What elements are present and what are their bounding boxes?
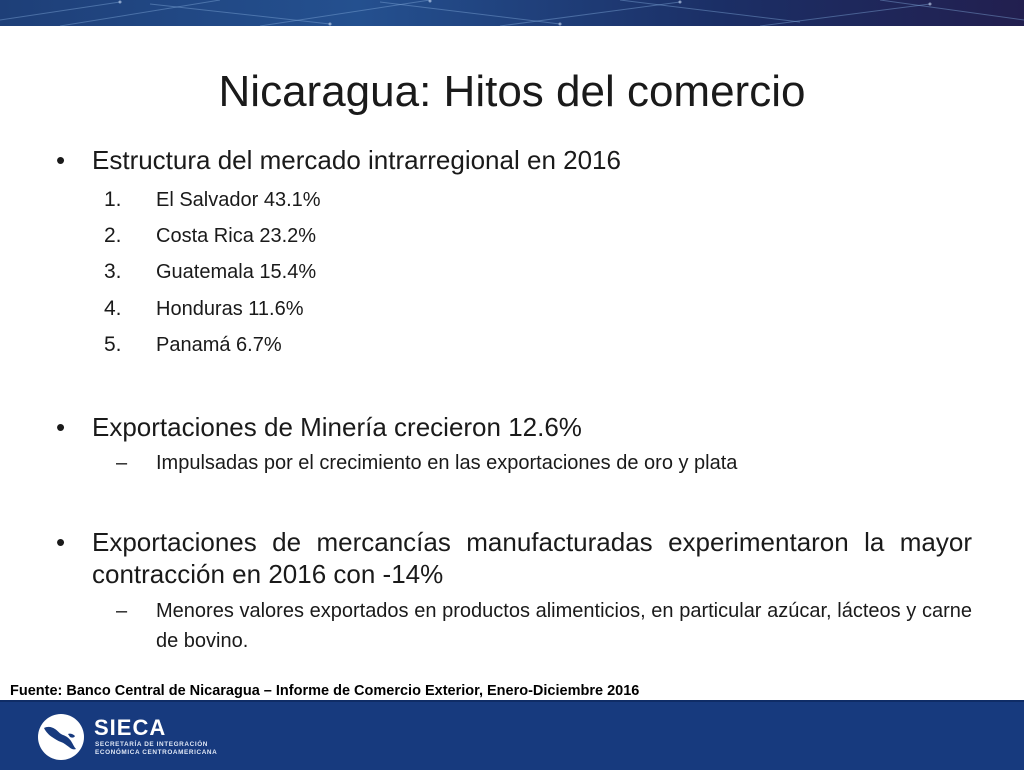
list-number: 2.	[104, 224, 122, 247]
logo-name: SIECA	[94, 715, 167, 740]
bullet-text: Exportaciones de mercancías manufacturadas experimentaron la mayor contracción en 2016 con -14%	[92, 527, 972, 589]
bullet-mark: •	[56, 412, 66, 442]
slide-title: Nicaragua: Hitos del comercio	[218, 67, 806, 116]
bullet-text: Estructura del mercado intrarregional en 2016	[92, 145, 621, 175]
logo-subtitle: SECRETARÍA DE INTEGRACIÓN ECONÓMICA CENTROAMERICANA	[95, 741, 218, 756]
dash-mark: –	[116, 600, 128, 622]
footer-band	[0, 700, 1024, 770]
network-lines-graphic	[0, 0, 1024, 26]
sub-bullet-text: Menores valores exportados en productos alimenticios, en particular azúcar, lácteos y carne de bovino.	[156, 600, 972, 652]
sub-bullet-text: Impulsadas por el crecimiento en las exportaciones de oro y plata	[156, 452, 738, 474]
bullet-mark: •	[56, 145, 66, 175]
list-number: 4.	[104, 297, 122, 320]
list-number: 5.	[104, 333, 122, 356]
bullet-mark: •	[56, 527, 66, 557]
list-item-text: El Salvador 43.1%	[156, 189, 321, 211]
bullet-text: Exportaciones de Minería crecieron 12.6%	[92, 412, 582, 442]
source-note: Fuente: Banco Central de Nicaragua – Informe de Comercio Exterior, Enero-Diciembre 2016	[10, 683, 640, 699]
list-item-text: Costa Rica 23.2%	[156, 225, 317, 247]
top-decorative-band	[0, 0, 1024, 26]
list-item-text: Honduras 11.6%	[156, 298, 304, 320]
sieca-logo	[38, 714, 298, 760]
list-item-text: Guatemala 15.4%	[156, 261, 317, 283]
central-america-map-icon	[38, 714, 84, 760]
list-number: 3.	[104, 260, 122, 283]
list-number: 1.	[104, 188, 122, 211]
dash-mark: –	[116, 452, 128, 474]
list-item-text: Panamá 6.7%	[156, 334, 282, 356]
